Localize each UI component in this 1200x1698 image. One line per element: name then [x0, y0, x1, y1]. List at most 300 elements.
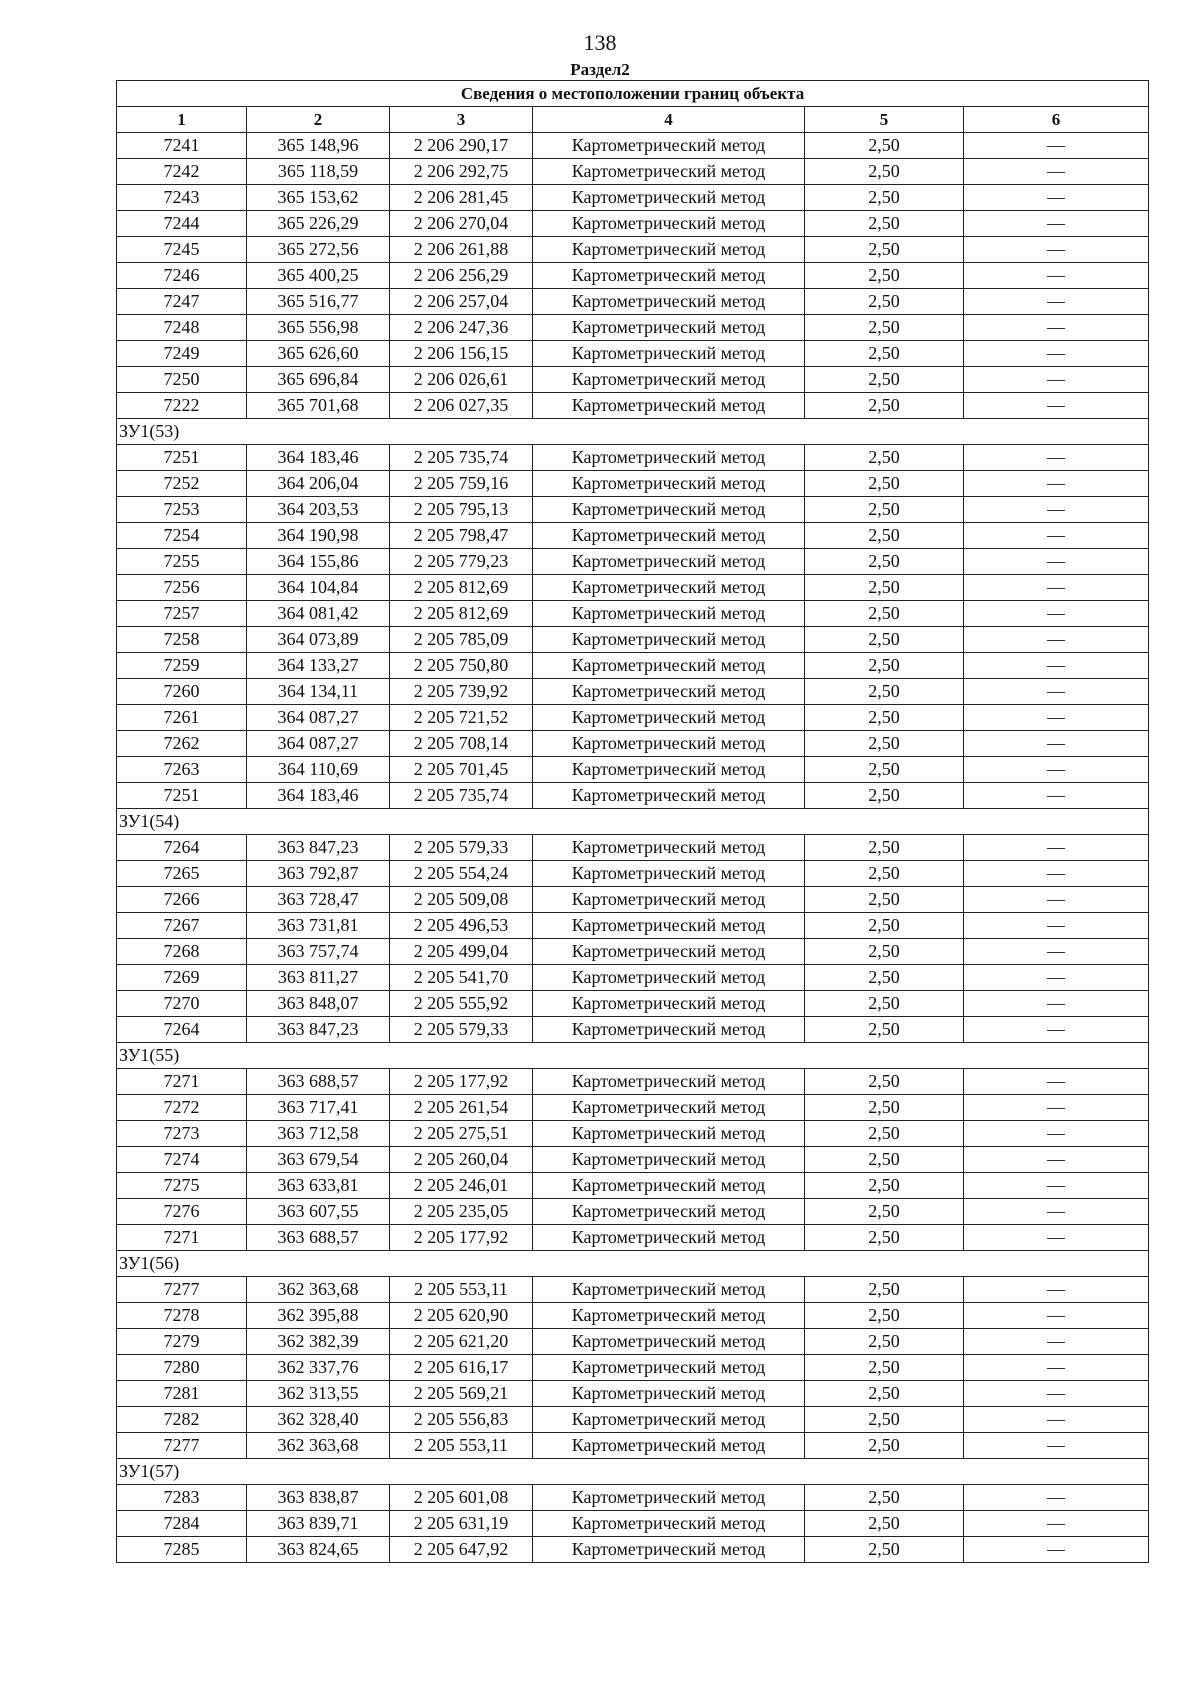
- cell-description: —: [964, 523, 1149, 549]
- table-row: [117, 497, 1149, 523]
- cell-coordinate-y: 2 206 281,45: [390, 185, 533, 211]
- cell-description: —: [964, 1069, 1149, 1095]
- cell-accuracy: 2,50: [805, 1433, 964, 1459]
- cell-method: Картометрический метод: [533, 1017, 805, 1043]
- cell-coordinate-x: 362 363,68: [247, 1277, 390, 1303]
- table-row: [117, 835, 1149, 861]
- cell-coordinate-x: 365 556,98: [247, 315, 390, 341]
- table-row: [117, 185, 1149, 211]
- cell-description: —: [964, 1511, 1149, 1537]
- table-row: [117, 1329, 1149, 1355]
- cell-accuracy: 2,50: [805, 1017, 964, 1043]
- cell-accuracy: 2,50: [805, 1537, 964, 1563]
- cell-description: —: [964, 913, 1149, 939]
- cell-method: Картометрический метод: [533, 1433, 805, 1459]
- cell-coordinate-y: 2 205 554,24: [390, 861, 533, 887]
- cell-description: —: [964, 1147, 1149, 1173]
- cell-coordinate-x: 363 847,23: [247, 835, 390, 861]
- cell-point-number: 7245: [117, 237, 247, 263]
- cell-point-number: 7271: [117, 1069, 247, 1095]
- table-row: [117, 601, 1149, 627]
- cell-method: Картометрический метод: [533, 1173, 805, 1199]
- cell-point-number: 7241: [117, 133, 247, 159]
- cell-accuracy: 2,50: [805, 471, 964, 497]
- cell-method: Картометрический метод: [533, 1199, 805, 1225]
- cell-coordinate-x: 363 847,23: [247, 1017, 390, 1043]
- cell-method: Картометрический метод: [533, 289, 805, 315]
- cell-point-number: 7258: [117, 627, 247, 653]
- cell-method: Картометрический метод: [533, 1069, 805, 1095]
- cell-description: —: [964, 367, 1149, 393]
- parcel-group-label: ЗУ1(55): [117, 1043, 1149, 1069]
- cell-method: Картометрический метод: [533, 133, 805, 159]
- table-row: [117, 861, 1149, 887]
- cell-accuracy: 2,50: [805, 1407, 964, 1433]
- cell-description: —: [964, 601, 1149, 627]
- cell-coordinate-x: 362 313,55: [247, 1381, 390, 1407]
- table-row: [117, 263, 1149, 289]
- cell-description: —: [964, 341, 1149, 367]
- cell-accuracy: 2,50: [805, 1199, 964, 1225]
- cell-point-number: 7247: [117, 289, 247, 315]
- cell-point-number: 7262: [117, 731, 247, 757]
- cell-coordinate-x: 363 757,74: [247, 939, 390, 965]
- table-row: [117, 1537, 1149, 1563]
- cell-method: Картометрический метод: [533, 965, 805, 991]
- cell-coordinate-y: 2 205 812,69: [390, 575, 533, 601]
- table-row: [117, 367, 1149, 393]
- cell-method: Картометрический метод: [533, 1329, 805, 1355]
- table-row: [117, 1173, 1149, 1199]
- cell-accuracy: 2,50: [805, 1147, 964, 1173]
- parcel-group-label: ЗУ1(54): [117, 809, 1149, 835]
- column-header: 5: [805, 107, 964, 133]
- cell-coordinate-x: 362 382,39: [247, 1329, 390, 1355]
- cell-description: —: [964, 315, 1149, 341]
- table-row: [117, 939, 1149, 965]
- cell-method: Картометрический метод: [533, 393, 805, 419]
- cell-description: —: [964, 1095, 1149, 1121]
- cell-point-number: 7275: [117, 1173, 247, 1199]
- cell-method: Картометрический метод: [533, 679, 805, 705]
- cell-description: —: [964, 653, 1149, 679]
- cell-description: —: [964, 731, 1149, 757]
- cell-coordinate-x: 364 133,27: [247, 653, 390, 679]
- cell-coordinate-y: 2 205 553,11: [390, 1277, 533, 1303]
- cell-method: Картометрический метод: [533, 1355, 805, 1381]
- cell-description: —: [964, 705, 1149, 731]
- cell-coordinate-x: 364 155,86: [247, 549, 390, 575]
- cell-coordinate-y: 2 205 620,90: [390, 1303, 533, 1329]
- cell-accuracy: 2,50: [805, 783, 964, 809]
- cell-method: Картометрический метод: [533, 1511, 805, 1537]
- cell-coordinate-x: 364 073,89: [247, 627, 390, 653]
- cell-coordinate-y: 2 206 247,36: [390, 315, 533, 341]
- cell-point-number: 7285: [117, 1537, 247, 1563]
- cell-coordinate-y: 2 206 257,04: [390, 289, 533, 315]
- cell-coordinate-x: 364 206,04: [247, 471, 390, 497]
- cell-method: Картометрический метод: [533, 757, 805, 783]
- cell-coordinate-x: 362 395,88: [247, 1303, 390, 1329]
- cell-accuracy: 2,50: [805, 393, 964, 419]
- section-title: Раздел2: [570, 60, 630, 79]
- cell-coordinate-y: 2 205 579,33: [390, 1017, 533, 1043]
- cell-accuracy: 2,50: [805, 965, 964, 991]
- column-header: 4: [533, 107, 805, 133]
- cell-coordinate-y: 2 205 499,04: [390, 939, 533, 965]
- cell-point-number: 7283: [117, 1485, 247, 1511]
- cell-coordinate-x: 364 081,42: [247, 601, 390, 627]
- column-header-row: [117, 107, 1149, 133]
- cell-description: —: [964, 1485, 1149, 1511]
- cell-accuracy: 2,50: [805, 133, 964, 159]
- cell-coordinate-y: 2 206 256,29: [390, 263, 533, 289]
- cell-coordinate-y: 2 206 026,61: [390, 367, 533, 393]
- cell-coordinate-x: 363 848,07: [247, 991, 390, 1017]
- cell-coordinate-y: 2 206 156,15: [390, 341, 533, 367]
- cell-accuracy: 2,50: [805, 159, 964, 185]
- cell-coordinate-x: 364 203,53: [247, 497, 390, 523]
- cell-accuracy: 2,50: [805, 445, 964, 471]
- cell-accuracy: 2,50: [805, 237, 964, 263]
- table-caption: Сведения о местоположении границ объекта: [117, 81, 1149, 107]
- cell-coordinate-x: 362 328,40: [247, 1407, 390, 1433]
- cell-method: Картометрический метод: [533, 315, 805, 341]
- cell-coordinate-x: 364 087,27: [247, 731, 390, 757]
- cell-point-number: 7270: [117, 991, 247, 1017]
- cell-description: —: [964, 133, 1149, 159]
- table-body: [117, 133, 1149, 1563]
- table-row: [117, 887, 1149, 913]
- cell-coordinate-x: 363 839,71: [247, 1511, 390, 1537]
- cell-accuracy: 2,50: [805, 341, 964, 367]
- cell-point-number: 7273: [117, 1121, 247, 1147]
- cell-method: Картометрический метод: [533, 1277, 805, 1303]
- cell-point-number: 7277: [117, 1433, 247, 1459]
- cell-point-number: 7267: [117, 913, 247, 939]
- cell-accuracy: 2,50: [805, 1303, 964, 1329]
- cell-accuracy: 2,50: [805, 367, 964, 393]
- page-number: 138: [583, 30, 617, 55]
- cell-method: Картометрический метод: [533, 861, 805, 887]
- cell-point-number: 7253: [117, 497, 247, 523]
- table-row: [117, 913, 1149, 939]
- cell-description: —: [964, 627, 1149, 653]
- table-row: [117, 783, 1149, 809]
- cell-description: —: [964, 211, 1149, 237]
- cell-accuracy: 2,50: [805, 211, 964, 237]
- cell-coordinate-x: 363 717,41: [247, 1095, 390, 1121]
- cell-coordinate-y: 2 205 177,92: [390, 1069, 533, 1095]
- cell-coordinate-y: 2 205 735,74: [390, 445, 533, 471]
- cell-method: Картометрический метод: [533, 185, 805, 211]
- cell-description: —: [964, 393, 1149, 419]
- cell-coordinate-x: 363 679,54: [247, 1147, 390, 1173]
- cell-description: —: [964, 835, 1149, 861]
- table-row: [117, 289, 1149, 315]
- cell-coordinate-y: 2 206 292,75: [390, 159, 533, 185]
- cell-point-number: 7269: [117, 965, 247, 991]
- cell-coordinate-y: 2 205 260,04: [390, 1147, 533, 1173]
- cell-point-number: 7244: [117, 211, 247, 237]
- cell-coordinate-x: 364 110,69: [247, 757, 390, 783]
- cell-accuracy: 2,50: [805, 315, 964, 341]
- cell-accuracy: 2,50: [805, 575, 964, 601]
- cell-accuracy: 2,50: [805, 835, 964, 861]
- table-row: [117, 159, 1149, 185]
- cell-coordinate-y: 2 205 785,09: [390, 627, 533, 653]
- cell-method: Картометрический метод: [533, 705, 805, 731]
- cell-accuracy: 2,50: [805, 939, 964, 965]
- table-row: [117, 211, 1149, 237]
- table-row: [117, 1511, 1149, 1537]
- column-header: 3: [390, 107, 533, 133]
- cell-method: Картометрический метод: [533, 1485, 805, 1511]
- column-header: 2: [247, 107, 390, 133]
- cell-coordinate-x: 363 731,81: [247, 913, 390, 939]
- table-row: [117, 627, 1149, 653]
- cell-accuracy: 2,50: [805, 1485, 964, 1511]
- parcel-group-label: ЗУ1(56): [117, 1251, 1149, 1277]
- cell-coordinate-y: 2 205 721,52: [390, 705, 533, 731]
- cell-point-number: 7274: [117, 1147, 247, 1173]
- table-row: [117, 679, 1149, 705]
- cell-accuracy: 2,50: [805, 1277, 964, 1303]
- cell-point-number: 7266: [117, 887, 247, 913]
- cell-point-number: 7251: [117, 783, 247, 809]
- cell-coordinate-y: 2 205 759,16: [390, 471, 533, 497]
- cell-coordinate-x: 365 400,25: [247, 263, 390, 289]
- cell-accuracy: 2,50: [805, 1095, 964, 1121]
- cell-method: Картометрический метод: [533, 1225, 805, 1251]
- cell-method: Картометрический метод: [533, 471, 805, 497]
- cell-method: Картометрический метод: [533, 367, 805, 393]
- cell-point-number: 7263: [117, 757, 247, 783]
- cell-method: Картометрический метод: [533, 601, 805, 627]
- table-row: [117, 1381, 1149, 1407]
- cell-point-number: 7256: [117, 575, 247, 601]
- table-row: [117, 1225, 1149, 1251]
- cell-coordinate-y: 2 205 555,92: [390, 991, 533, 1017]
- cell-description: —: [964, 965, 1149, 991]
- column-header: 1: [117, 107, 247, 133]
- cell-point-number: 7272: [117, 1095, 247, 1121]
- cell-description: —: [964, 1017, 1149, 1043]
- table-row: [117, 965, 1149, 991]
- cell-point-number: 7254: [117, 523, 247, 549]
- cell-coordinate-x: 365 148,96: [247, 133, 390, 159]
- parcel-group-row: [117, 1043, 1149, 1069]
- cell-description: —: [964, 1199, 1149, 1225]
- cell-coordinate-y: 2 205 569,21: [390, 1381, 533, 1407]
- cell-accuracy: 2,50: [805, 289, 964, 315]
- cell-method: Картометрический метод: [533, 1095, 805, 1121]
- table-row: [117, 549, 1149, 575]
- cell-accuracy: 2,50: [805, 1355, 964, 1381]
- cell-method: Картометрический метод: [533, 1121, 805, 1147]
- cell-coordinate-y: 2 206 270,04: [390, 211, 533, 237]
- cell-accuracy: 2,50: [805, 263, 964, 289]
- cell-description: —: [964, 679, 1149, 705]
- cell-point-number: 7276: [117, 1199, 247, 1225]
- cell-accuracy: 2,50: [805, 497, 964, 523]
- cell-description: —: [964, 861, 1149, 887]
- cell-method: Картометрический метод: [533, 887, 805, 913]
- table-row: [117, 471, 1149, 497]
- cell-point-number: 7264: [117, 1017, 247, 1043]
- table-row: [117, 315, 1149, 341]
- cell-coordinate-y: 2 205 616,17: [390, 1355, 533, 1381]
- cell-method: Картометрический метод: [533, 913, 805, 939]
- table-row: [117, 1355, 1149, 1381]
- table-row: [117, 1433, 1149, 1459]
- cell-coordinate-x: 364 104,84: [247, 575, 390, 601]
- cell-accuracy: 2,50: [805, 549, 964, 575]
- cell-description: —: [964, 1407, 1149, 1433]
- cell-coordinate-y: 2 205 750,80: [390, 653, 533, 679]
- table-row: [117, 523, 1149, 549]
- cell-point-number: 7248: [117, 315, 247, 341]
- table-row: [117, 1121, 1149, 1147]
- cell-point-number: 7259: [117, 653, 247, 679]
- cell-description: —: [964, 575, 1149, 601]
- cell-accuracy: 2,50: [805, 653, 964, 679]
- cell-method: Картометрический метод: [533, 1537, 805, 1563]
- cell-method: Картометрический метод: [533, 783, 805, 809]
- table-row: [117, 393, 1149, 419]
- cell-coordinate-x: 364 134,11: [247, 679, 390, 705]
- cell-point-number: 7257: [117, 601, 247, 627]
- cell-point-number: 7260: [117, 679, 247, 705]
- cell-coordinate-y: 2 205 553,11: [390, 1433, 533, 1459]
- cell-coordinate-y: 2 205 509,08: [390, 887, 533, 913]
- cell-description: —: [964, 159, 1149, 185]
- table-row: [117, 1303, 1149, 1329]
- cell-coordinate-y: 2 205 739,92: [390, 679, 533, 705]
- cell-description: —: [964, 289, 1149, 315]
- cell-coordinate-x: 363 607,55: [247, 1199, 390, 1225]
- cell-coordinate-y: 2 205 798,47: [390, 523, 533, 549]
- cell-description: —: [964, 1381, 1149, 1407]
- table-row: [117, 1147, 1149, 1173]
- cell-accuracy: 2,50: [805, 1329, 964, 1355]
- cell-description: —: [964, 445, 1149, 471]
- cell-point-number: 7277: [117, 1277, 247, 1303]
- cell-description: —: [964, 549, 1149, 575]
- cell-method: Картометрический метод: [533, 159, 805, 185]
- cell-description: —: [964, 1355, 1149, 1381]
- cell-method: Картометрический метод: [533, 445, 805, 471]
- cell-point-number: 7278: [117, 1303, 247, 1329]
- parcel-group-row: [117, 809, 1149, 835]
- parcel-group-label: ЗУ1(57): [117, 1459, 1149, 1485]
- cell-coordinate-y: 2 206 027,35: [390, 393, 533, 419]
- cell-point-number: 7252: [117, 471, 247, 497]
- cell-coordinate-y: 2 205 556,83: [390, 1407, 533, 1433]
- cell-coordinate-x: 363 838,87: [247, 1485, 390, 1511]
- cell-point-number: 7255: [117, 549, 247, 575]
- cell-description: —: [964, 471, 1149, 497]
- cell-coordinate-x: 363 824,65: [247, 1537, 390, 1563]
- cell-accuracy: 2,50: [805, 731, 964, 757]
- cell-description: —: [964, 757, 1149, 783]
- cell-coordinate-x: 365 626,60: [247, 341, 390, 367]
- table-row: [117, 1199, 1149, 1225]
- cell-point-number: 7261: [117, 705, 247, 731]
- cell-description: —: [964, 783, 1149, 809]
- cell-accuracy: 2,50: [805, 185, 964, 211]
- cell-accuracy: 2,50: [805, 705, 964, 731]
- cell-coordinate-y: 2 205 812,69: [390, 601, 533, 627]
- cell-coordinate-y: 2 205 735,74: [390, 783, 533, 809]
- cell-accuracy: 2,50: [805, 757, 964, 783]
- column-header: 6: [964, 107, 1149, 133]
- cell-coordinate-y: 2 205 779,23: [390, 549, 533, 575]
- cell-description: —: [964, 1225, 1149, 1251]
- cell-accuracy: 2,50: [805, 1173, 964, 1199]
- cell-coordinate-x: 365 272,56: [247, 237, 390, 263]
- table-row: [117, 1407, 1149, 1433]
- cell-coordinate-x: 365 696,84: [247, 367, 390, 393]
- cell-coordinate-y: 2 205 496,53: [390, 913, 533, 939]
- table-row: [117, 133, 1149, 159]
- cell-point-number: 7271: [117, 1225, 247, 1251]
- cell-coordinate-y: 2 205 708,14: [390, 731, 533, 757]
- cell-method: Картометрический метод: [533, 211, 805, 237]
- cell-coordinate-y: 2 205 647,92: [390, 1537, 533, 1563]
- cell-coordinate-x: 364 183,46: [247, 783, 390, 809]
- table-row: [117, 445, 1149, 471]
- cell-description: —: [964, 991, 1149, 1017]
- cell-accuracy: 2,50: [805, 991, 964, 1017]
- cell-accuracy: 2,50: [805, 627, 964, 653]
- cell-accuracy: 2,50: [805, 861, 964, 887]
- table-row: [117, 1017, 1149, 1043]
- cell-point-number: 7246: [117, 263, 247, 289]
- parcel-group-row: [117, 1459, 1149, 1485]
- cell-coordinate-x: 365 118,59: [247, 159, 390, 185]
- boundary-coordinates-table: [116, 80, 1149, 1563]
- cell-description: —: [964, 939, 1149, 965]
- table-row: [117, 575, 1149, 601]
- cell-method: Картометрический метод: [533, 731, 805, 757]
- cell-point-number: 7222: [117, 393, 247, 419]
- cell-coordinate-x: 362 337,76: [247, 1355, 390, 1381]
- cell-accuracy: 2,50: [805, 1225, 964, 1251]
- cell-coordinate-y: 2 205 795,13: [390, 497, 533, 523]
- cell-accuracy: 2,50: [805, 679, 964, 705]
- cell-coordinate-y: 2 205 275,51: [390, 1121, 533, 1147]
- cell-point-number: 7281: [117, 1381, 247, 1407]
- cell-description: —: [964, 237, 1149, 263]
- table-row: [117, 991, 1149, 1017]
- cell-coordinate-x: 364 087,27: [247, 705, 390, 731]
- cell-coordinate-x: 363 712,58: [247, 1121, 390, 1147]
- cell-coordinate-y: 2 205 246,01: [390, 1173, 533, 1199]
- table-row: [117, 731, 1149, 757]
- cell-method: Картометрический метод: [533, 627, 805, 653]
- cell-coordinate-x: 365 226,29: [247, 211, 390, 237]
- cell-point-number: 7265: [117, 861, 247, 887]
- cell-coordinate-x: 363 792,87: [247, 861, 390, 887]
- cell-point-number: 7242: [117, 159, 247, 185]
- cell-point-number: 7249: [117, 341, 247, 367]
- cell-coordinate-x: 364 183,46: [247, 445, 390, 471]
- cell-coordinate-y: 2 205 177,92: [390, 1225, 533, 1251]
- cell-method: Картометрический метод: [533, 575, 805, 601]
- cell-method: Картометрический метод: [533, 991, 805, 1017]
- cell-method: Картометрический метод: [533, 653, 805, 679]
